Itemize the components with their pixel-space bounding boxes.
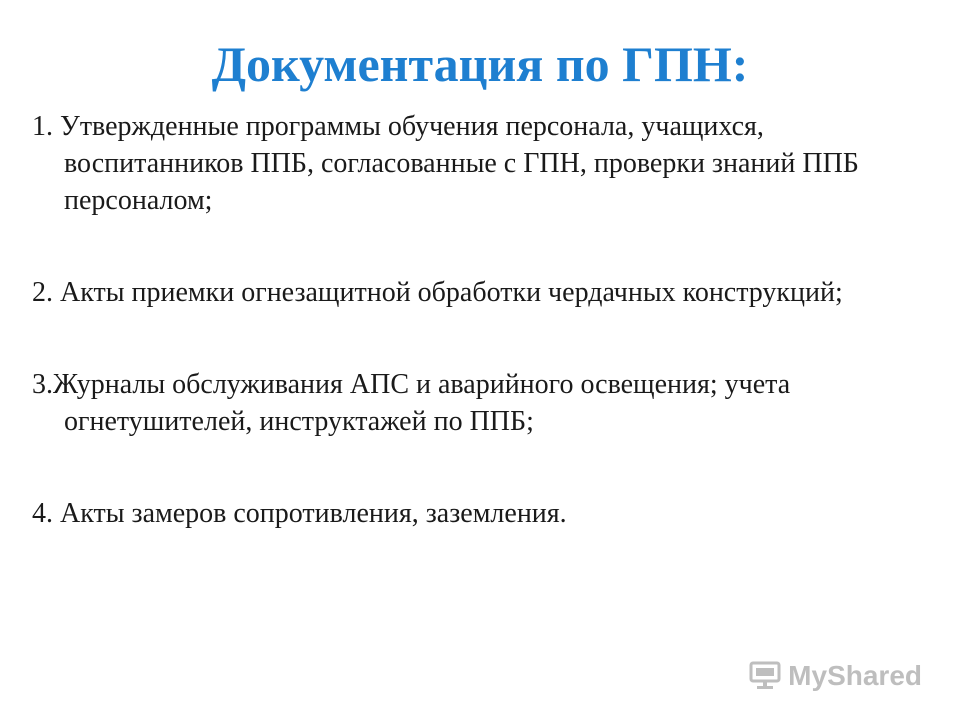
list-item: 4. Акты замеров сопротивления, заземления.	[32, 498, 567, 529]
item-list	[32, 108, 912, 532]
list-item: 1. Утвержденные программы обучения персонала, учащихся, воспитанников ППБ, согласованные с ГПН, проверки знаний ППБ персоналом;	[32, 111, 859, 216]
list-item: 3.Журналы обслуживания АПС и аварийного освещения; учета огнетушителей, инструктажей по ППБ;	[32, 369, 791, 437]
slide-title: Документация по ГПН:	[211, 36, 749, 92]
presentation-board-icon	[748, 661, 782, 691]
watermark-logo	[748, 660, 922, 692]
list-item: 2. Акты приемки огнезащитной обработки чердачных конструкций;	[32, 277, 843, 308]
watermark-text: MyShared	[788, 660, 922, 691]
